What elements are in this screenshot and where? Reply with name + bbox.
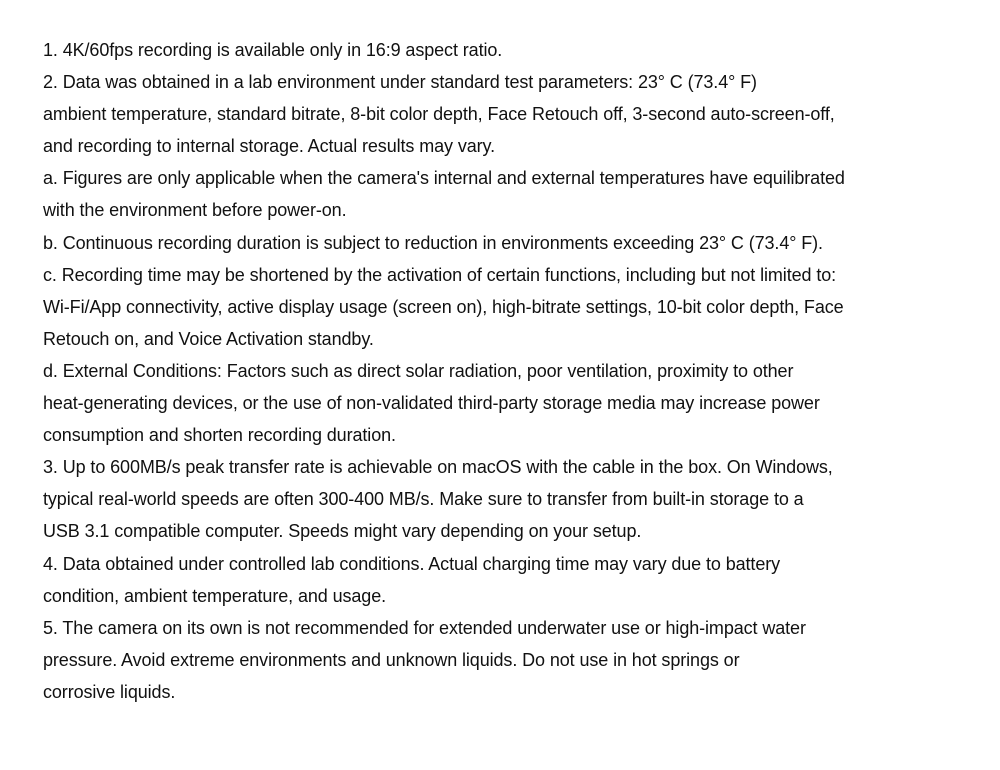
footnote-4-line: condition, ambient temperature, and usage. [43,585,387,606]
footnote-3-line: USB 3.1 compatible computer. Speeds might vary depending on your setup. [43,521,642,542]
footnote-2c-line: c. Recording time may be shortened by the activation of certain functions, including but not limited to: [43,264,837,285]
footnote-1-line: 1. 4K/60fps recording is available only in 16:9 aspect ratio. [43,40,503,60]
footnote-3-line: typical real‑world speeds are often 300-400 MB/s. Make sure to transfer from built-in storage to a [43,489,804,510]
footnote-2d-line: heat-generating devices, or the use of non-validated third-party storage media may increase power [43,393,820,414]
footnote-2c-line: Retouch on, and Voice Activation standby. [43,328,374,349]
footnote-2-line: ambient temperature, standard bitrate, 8-bit color depth, Face Retouch off, 3-second auto-screen-off, [43,104,835,125]
footnote-2d-line: consumption and shorten recording duration. [43,425,396,446]
footnote-5-line: 5. The camera on its own is not recommended for extended underwater use or high-impact water [43,617,806,638]
footnote-2-line: 2. Data was obtained in a lab environment under standard test parameters: 23° C (73.4° F) [43,72,757,93]
footnotes-block [43,34,983,708]
footnote-2c-line: Wi-Fi/App connectivity, active display usage (screen on), high-bitrate settings, 10-bit color depth, Face [43,296,844,317]
footnote-5-line: corrosive liquids. [43,681,176,702]
footnote-2d-line: d. External Conditions: Factors such as direct solar radiation, poor ventilation, proximity to other [43,360,794,381]
footnote-5-line: pressure. Avoid extreme environments and unknown liquids. Do not use in hot springs or [43,649,740,670]
footnote-2-line: and recording to internal storage. Actual results may vary. [43,136,495,157]
footnote-2a-line: with the environment before power-on. [43,200,347,221]
footnote-3-line: 3. Up to 600MB/s peak transfer rate is achievable on macOS with the cable in the box. On Windows, [43,457,833,478]
footnote-2a-line: a. Figures are only applicable when the camera's internal and external temperatures have equilibrated [43,168,845,189]
footnote-2b-line: b. Continuous recording duration is subject to reduction in environments exceeding 23° C (73.4° F). [43,232,823,253]
footnote-4-line: 4. Data obtained under controlled lab conditions. Actual charging time may vary due to battery [43,553,781,574]
